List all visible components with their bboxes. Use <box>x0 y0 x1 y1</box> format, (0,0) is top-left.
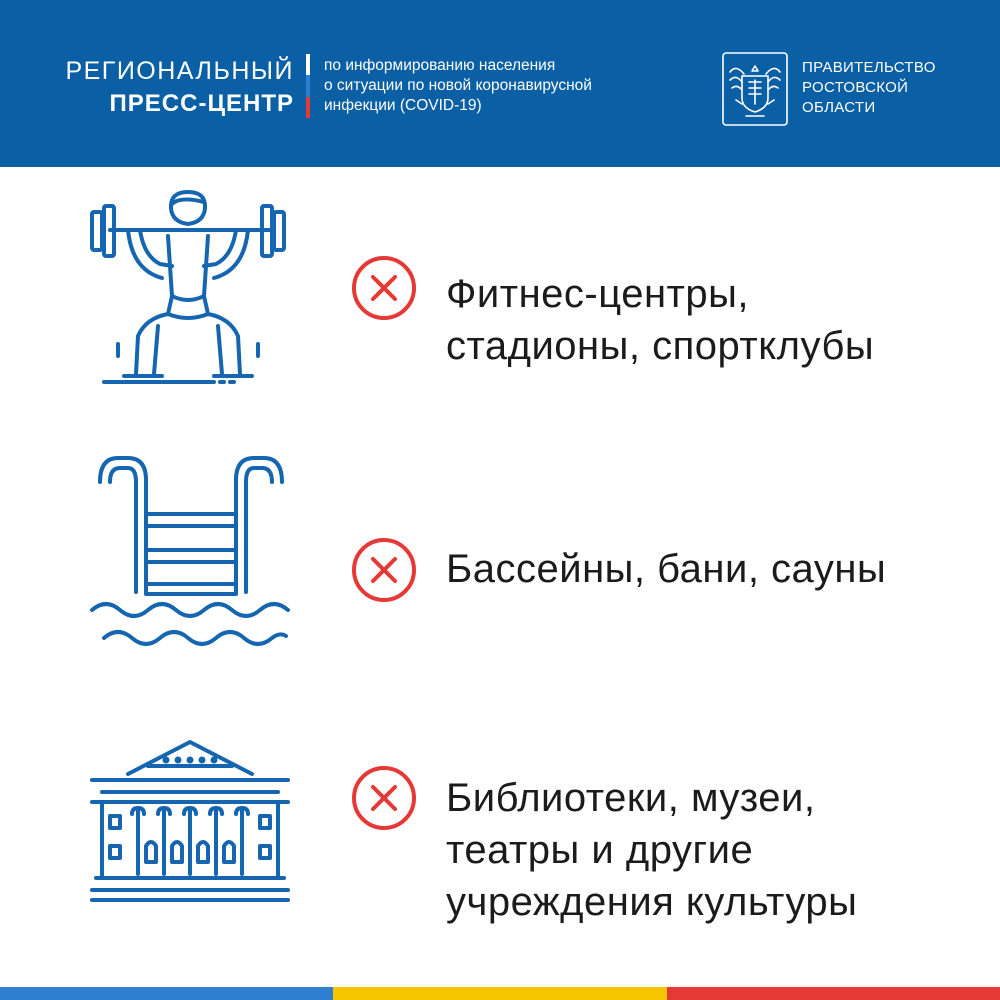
museum-building-icon <box>88 738 292 904</box>
item-line: Бассейны, бани, сауны <box>446 547 887 591</box>
prohibited-x-icon <box>351 537 417 603</box>
coat-of-arms-icon <box>722 52 788 126</box>
stripe-yellow <box>333 987 666 1000</box>
description-line: о ситуации по новой коронавирусной <box>324 77 592 94</box>
gov-line: РОСТОВСКОЙ <box>802 79 909 96</box>
gov-line: ПРАВИТЕЛЬСТВО <box>802 59 936 76</box>
item-culture-text <box>446 772 857 928</box>
item-pools-text <box>446 543 886 595</box>
tricolor-footer-stripe <box>0 987 1000 1000</box>
brand-line-1: РЕГИОНАЛЬНЫЙ <box>65 57 294 85</box>
item-line: стадионы, спортклубы <box>446 324 875 368</box>
pool-ladder-icon <box>88 452 294 658</box>
weightlifter-icon <box>88 186 288 386</box>
gov-line: ОБЛАСТИ <box>802 99 876 116</box>
item-line: театры и другие <box>446 828 754 872</box>
item-line: учреждения культуры <box>446 880 858 924</box>
press-center-logo <box>65 56 294 119</box>
header-description <box>324 56 592 116</box>
header-bar <box>0 0 1000 167</box>
prohibited-x-icon <box>351 765 417 831</box>
tricolor-divider <box>306 54 310 118</box>
government-title <box>802 58 936 118</box>
item-line: Фитнес-центры, <box>446 272 749 316</box>
item-fitness-text <box>446 268 874 372</box>
description-line: по информированию населения <box>324 57 556 74</box>
brand-line-2: ПРЕСС-ЦЕНТР <box>109 90 294 117</box>
stripe-blue <box>0 987 333 1000</box>
stripe-red <box>667 987 1000 1000</box>
item-line: Библиотеки, музеи, <box>446 776 816 820</box>
prohibited-x-icon <box>351 255 417 321</box>
description-line: инфекции (COVID-19) <box>324 97 482 114</box>
